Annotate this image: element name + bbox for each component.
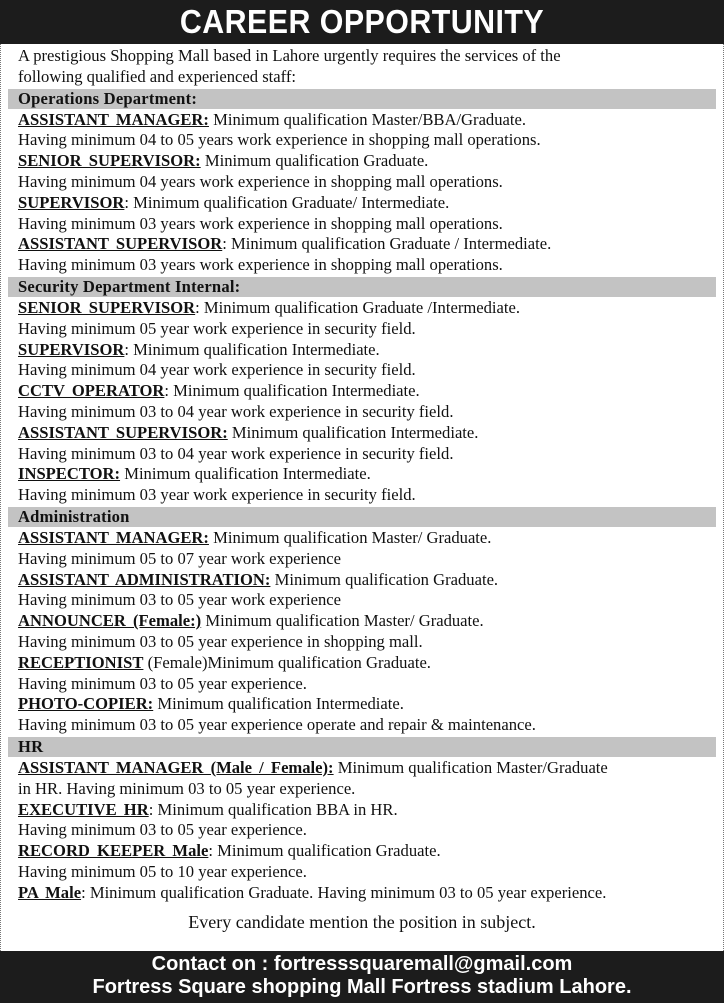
position-requirement: (Female)Minimum qualification Graduate. xyxy=(143,652,431,672)
page-title: CAREER OPPORTUNITY xyxy=(179,3,545,40)
position-title: SUPERVISOR xyxy=(18,192,125,212)
section-heading: Administration xyxy=(8,507,716,527)
position-experience: Having minimum 05 to 07 year work experience xyxy=(18,548,342,568)
position-title: ASSISTANT MANAGER (Male / Female): xyxy=(18,757,334,777)
position-experience: Having minimum 03 to 04 year work experience in security field. xyxy=(18,401,454,421)
position-experience: Having minimum 04 to 05 years work experience in shopping mall operations. xyxy=(18,130,541,150)
position-experience: Having minimum 04 year work experience in security field. xyxy=(18,360,416,380)
position-requirement: : Minimum qualification Intermediate. xyxy=(124,339,380,359)
address: Fortress Square shopping Mall Fortress stadium Lahore. xyxy=(92,976,632,998)
position-line xyxy=(8,464,716,485)
position-requirement: Minimum qualification Graduate. xyxy=(270,569,499,589)
position-requirement: : Minimum qualification BBA in HR. xyxy=(148,799,398,819)
position-experience: Having minimum 03 years work experience in shopping mall operations. xyxy=(18,213,503,233)
position-experience: Having minimum 05 to 10 year experience. xyxy=(18,861,307,881)
position-line xyxy=(8,694,716,715)
position-experience: Having minimum 05 year work experience in security field. xyxy=(18,318,416,338)
section-heading: Security Department Internal: xyxy=(8,277,716,297)
application-note: Every candidate mention the position in subject. xyxy=(188,912,536,933)
position-requirement: Minimum qualification Master/BBA/Graduate. xyxy=(208,109,527,129)
title-bar xyxy=(0,0,724,44)
position-requirement: Minimum qualification Graduate. xyxy=(200,151,429,171)
position-requirement: : Minimum qualification Graduate. xyxy=(208,841,441,861)
position-line xyxy=(8,841,716,862)
intro-line: A prestigious Shopping Mall based in Lahore urgently requires the services of the xyxy=(18,46,561,65)
position-title: ANNOUNCER (Female:) xyxy=(18,611,202,631)
position-line xyxy=(8,528,716,549)
position-title: SENIOR SUPERVISOR: xyxy=(18,151,201,171)
position-title: ASSISTANT ADMINISTRATION: xyxy=(18,569,271,589)
position-requirement: : Minimum qualification Graduate/ Intermediate. xyxy=(124,192,450,212)
position-experience: in HR. Having minimum 03 to 05 year experience. xyxy=(18,778,356,798)
position-requirement: Minimum qualification Master/ Graduate. xyxy=(201,611,484,631)
position-requirement: : Minimum qualification Graduate /Intermediate. xyxy=(195,297,521,317)
position-requirement: Minimum qualification Master/ Graduate. xyxy=(208,527,492,547)
position-line xyxy=(8,800,716,821)
position-title: ASSISTANT SUPERVISOR: xyxy=(18,422,228,442)
position-title: RECORD KEEPER Male xyxy=(18,841,209,861)
section-heading: Operations Department: xyxy=(8,89,716,109)
position-title: EXECUTIVE HR xyxy=(18,799,149,819)
position-title: SENIOR SUPERVISOR xyxy=(18,297,196,317)
position-requirement: : Minimum qualification Graduate / Intermediate. xyxy=(222,234,552,254)
contact-footer xyxy=(0,951,724,1003)
section-heading: HR xyxy=(8,737,716,757)
position-line xyxy=(8,883,716,904)
position-title: PA Male xyxy=(18,882,82,902)
position-line xyxy=(8,423,716,444)
position-requirement: Minimum qualification Intermediate. xyxy=(120,464,371,484)
position-title: ASSISTANT MANAGER: xyxy=(18,109,209,129)
position-line xyxy=(8,298,716,319)
position-line xyxy=(8,653,716,674)
position-title: PHOTO-COPIER: xyxy=(18,694,154,714)
position-line xyxy=(8,381,716,402)
position-line xyxy=(8,758,716,779)
position-title: RECEPTIONIST xyxy=(18,652,144,672)
position-experience: Having minimum 03 to 04 year work experience in security field. xyxy=(18,443,454,463)
position-line xyxy=(8,151,716,172)
ad-body xyxy=(8,46,716,935)
contact-email[interactable]: Contact on : fortresssquaremall@gmail.com xyxy=(151,953,573,975)
position-experience: Having minimum 04 years work experience in shopping mall operations. xyxy=(18,171,503,191)
position-title: INSPECTOR: xyxy=(18,464,121,484)
position-experience: Having minimum 03 to 05 year work experience xyxy=(18,590,342,610)
position-requirement: Minimum qualification Master/Graduate xyxy=(333,757,608,777)
position-line xyxy=(8,611,716,632)
position-line xyxy=(8,234,716,255)
position-experience: Having minimum 03 to 05 year experience. xyxy=(18,820,307,840)
position-title: CCTV OPERATOR xyxy=(18,381,165,401)
position-requirement: : Minimum qualification Intermediate. xyxy=(164,381,420,401)
position-experience: Having minimum 03 to 05 year experience in shopping mall. xyxy=(18,631,423,651)
position-requirement: : Minimum qualification Graduate. Having minimum 03 to 05 year experience. xyxy=(81,882,607,902)
position-title: ASSISTANT MANAGER: xyxy=(18,527,209,547)
position-experience: Having minimum 03 to 05 year experience. xyxy=(18,673,307,693)
position-line xyxy=(8,193,716,214)
position-requirement: Minimum qualification Intermediate. xyxy=(227,422,479,442)
position-experience: Having minimum 03 years work experience in shopping mall operations. xyxy=(18,255,503,275)
position-title: ASSISTANT SUPERVISOR xyxy=(18,234,223,254)
position-line xyxy=(8,340,716,361)
position-experience: Having minimum 03 year work experience in security field. xyxy=(18,485,416,505)
position-title: SUPERVISOR xyxy=(18,339,125,359)
position-line xyxy=(8,570,716,591)
position-requirement: Minimum qualification Intermediate. xyxy=(153,694,404,714)
position-line xyxy=(8,110,716,131)
position-experience: Having minimum 03 to 05 year experience operate and repair & maintenance. xyxy=(18,715,536,735)
intro-line: following qualified and experienced staff: xyxy=(18,66,297,86)
